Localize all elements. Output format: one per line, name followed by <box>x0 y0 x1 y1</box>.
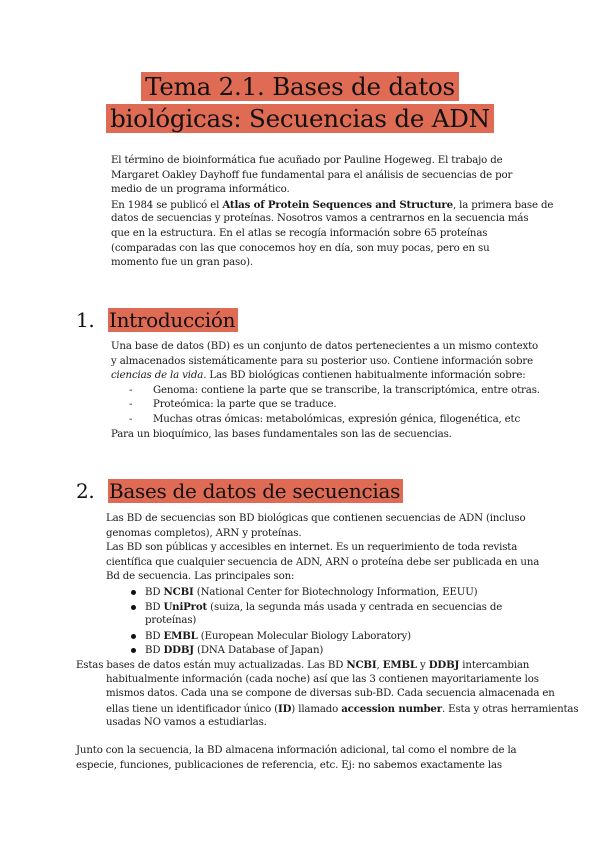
text-line: Las BD de secuencias son BD biológicas que contienen secuencias de ADN (incluso <box>106 513 526 524</box>
text-line: Junto con la secuencia, la BD almacena información adicional, tal como el nombre de la <box>76 745 517 756</box>
text-line: ellas tiene un identificador único (ID) llamado accession number. Esta y otras herramientas <box>106 702 579 715</box>
list-item: - Muchas otras ómicas: metabolómicas, expresión génica, filogenética, etc <box>129 413 521 425</box>
title-line-1: Tema 2.1. Bases de datos <box>141 72 459 101</box>
database-list <box>131 585 502 658</box>
section-number: 1. <box>76 308 95 332</box>
text-line: En 1984 se publicó el Atlas of Protein Sequences and Structure, la primera base de <box>111 198 554 211</box>
section-title: Bases de datos de secuencias <box>108 479 403 503</box>
list-item: BD DDBJ (DNA Database of Japan) <box>131 643 502 658</box>
text-line: genomas completos), ARN y proteínas. <box>106 527 302 539</box>
text-line: Estas bases de datos están muy actualizadas. Las BD NCBI, EMBL y DDBJ intercambian <box>76 659 530 671</box>
text-line: habitualmente información (cada noche) así que las 3 contienen mayoritariamente los <box>106 673 539 685</box>
bases-paragraph-3 <box>76 744 516 773</box>
text-line: proteínas) <box>145 615 197 627</box>
text-line: datos de secuencias y proteínas. Nosotros vamos a centrarnos en la secuencia más <box>111 213 529 225</box>
text-line: (comparadas con las que conocemos hoy en día, son muy pocas, pero en su <box>111 242 490 254</box>
text-line: y almacenados sistemáticamente para su posterior uso. Contiene información sobre <box>111 355 533 367</box>
text-line: que en la estructura. En el atlas se recogía información sobre 65 proteínas <box>111 227 488 239</box>
section-number: 2. <box>76 479 95 503</box>
text-line: Para un bioquímico, las bases fundamentales son las de secuencias. <box>111 428 452 440</box>
text-line: mismos datos. Cada una se compone de diversas sub-BD. Cada secuencia almacenada en <box>106 688 555 700</box>
text-line: Una base de datos (BD) es un conjunto de datos pertenecientes a un mismo contexto <box>111 341 539 352</box>
section-heading-bases-de-datos <box>76 478 403 504</box>
italic-term: ciencias de la vida <box>111 370 204 382</box>
text-line: Bd de secuencia. Las principales son: <box>106 571 295 583</box>
introduccion-paragraph <box>111 340 540 442</box>
text-line: usadas NO vamos a estudiarlas. <box>106 717 267 729</box>
title-line-2: biológicas: Secuencias de ADN <box>106 104 494 133</box>
list-item: BD EMBL (European Molecular Biology Laboratory) <box>131 629 502 644</box>
bases-paragraph-1 <box>106 512 539 585</box>
document-title <box>0 72 600 136</box>
text-line: ciencias de la vida. Las BD biológicas contienen habitualmente información sobre: <box>111 370 526 382</box>
atlas-title: Atlas of Protein Sequences and Structure <box>222 198 453 211</box>
section-title: Introducción <box>108 308 238 332</box>
list-item: - Proteómica: la parte que se traduce. <box>129 399 337 411</box>
text-line: medio de un programa informático. <box>111 184 290 196</box>
text-line: momento fue un gran paso). <box>111 257 254 269</box>
list-item: BD UniProt (suiza, la segunda más usada y centrada en secuencias de <box>131 600 502 615</box>
text-line: Las BD son públicas y accesibles en internet. Es un requerimiento de toda revista <box>106 542 518 554</box>
bases-paragraph-2 <box>76 658 578 731</box>
list-item: - Genoma: contiene la parte que se transcribe, la transcriptómica, entre otras. <box>129 384 540 396</box>
text-line: El término de bioinformática fue acuñado por Pauline Hogeweg. El trabajo de <box>111 155 503 166</box>
list-item: BD NCBI (National Center for Biotechnology Information, EEUU) <box>131 585 502 600</box>
text-line: Margaret Oakley Dayhoff fue fundamental para el análisis de secuencias de por <box>111 169 513 181</box>
section-heading-introduccion <box>76 307 238 333</box>
text-line: especie, funciones, publicaciones de referencia, etc. Ej: no sabemos exactamente las <box>76 759 502 771</box>
intro-paragraph <box>111 154 553 271</box>
text-line: científica que cualquier secuencia de ADN, ARN o proteína debe ser publicada en una <box>106 556 540 568</box>
